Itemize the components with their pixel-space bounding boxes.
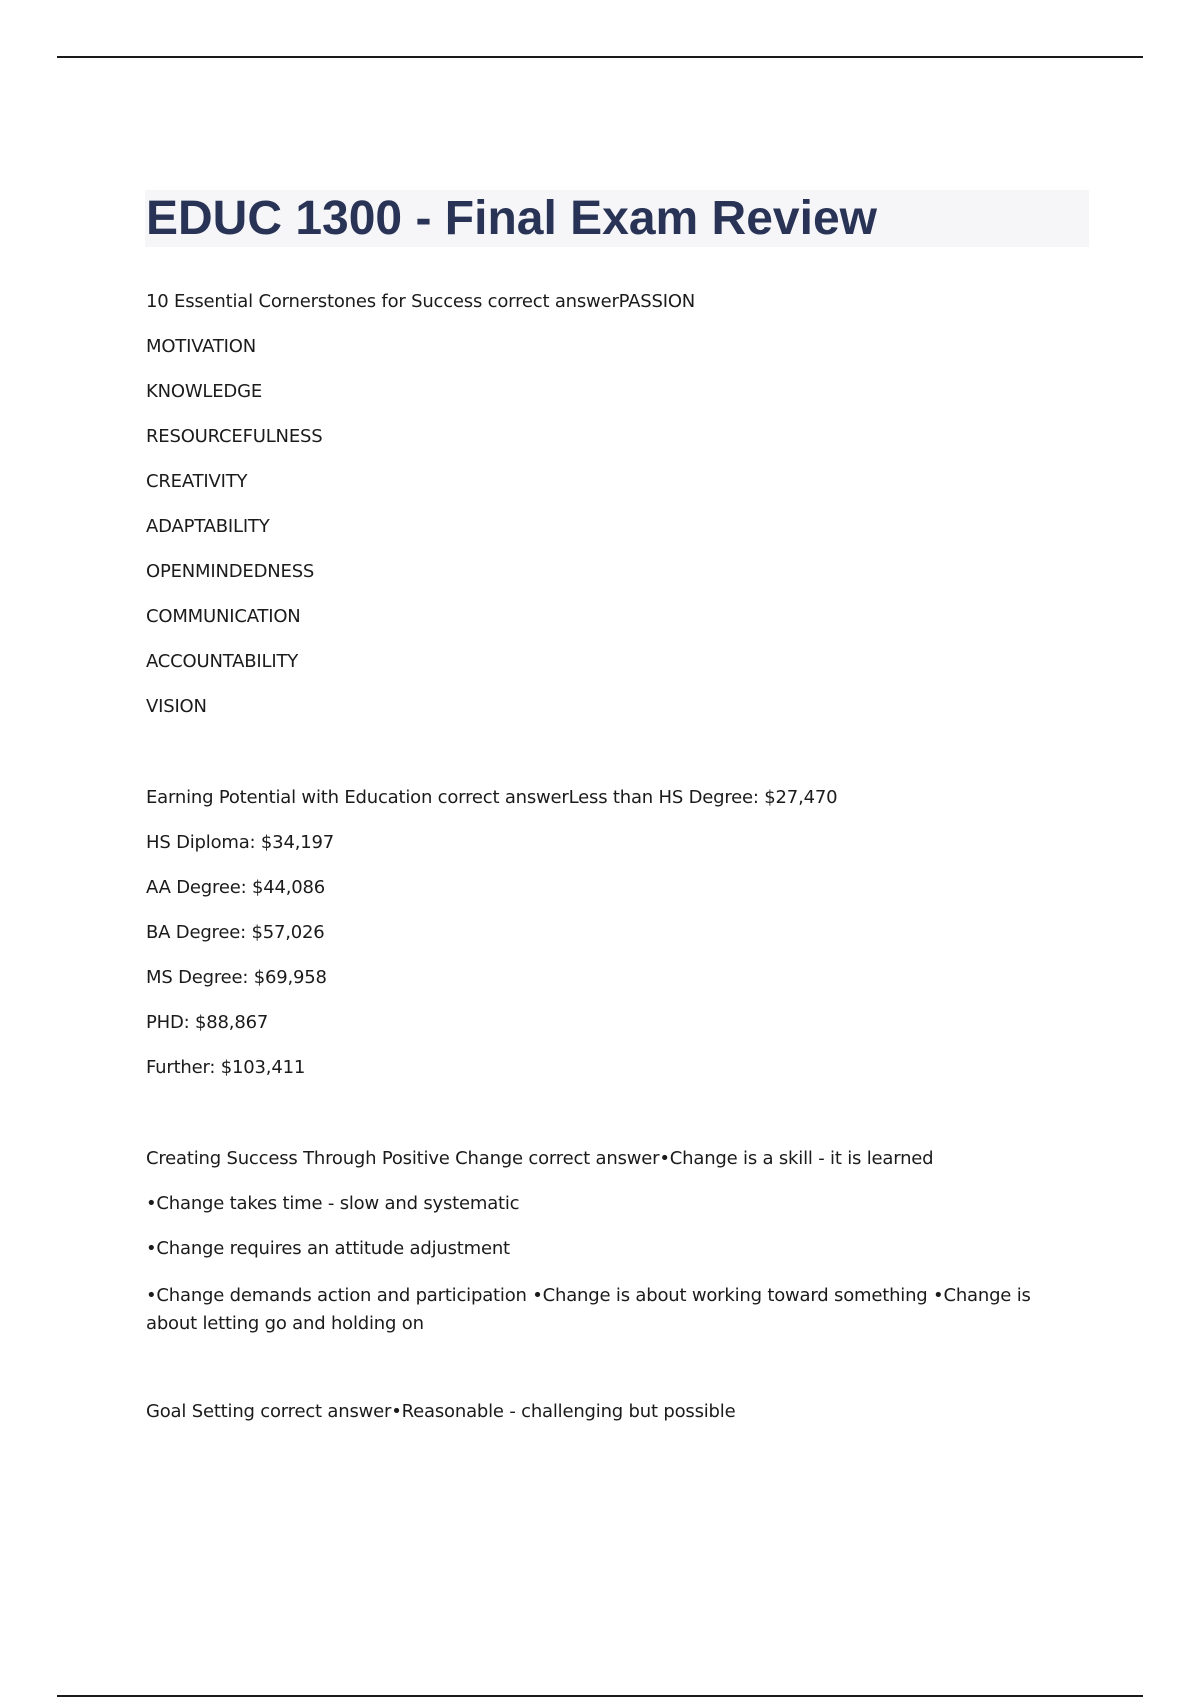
- section-line: OPENMINDEDNESS: [146, 561, 315, 582]
- section-line: CREATIVITY: [146, 471, 248, 492]
- section-line: Earning Potential with Education correct answerLess than HS Degree: $27,470: [146, 787, 838, 808]
- section-spacer: [146, 740, 1066, 786]
- section-line: Creating Success Through Positive Change correct answer•Change is a skill - it is learned: [146, 1148, 934, 1169]
- section-line: RESOURCEFULNESS: [146, 426, 323, 447]
- section-earning-potential: [146, 786, 1066, 1080]
- section-line: MOTIVATION: [146, 336, 257, 357]
- document-title: EDUC 1300 - Final Exam Review: [146, 192, 877, 245]
- section-goal-setting: [146, 1400, 1066, 1424]
- section-line: HS Diploma: $34,197: [146, 832, 334, 853]
- section-line: •Change requires an attitude adjustment: [146, 1238, 510, 1259]
- section-line: PHD: $88,867: [146, 1012, 269, 1033]
- section-positive-change: [146, 1147, 1066, 1338]
- section-cornerstones: [146, 290, 1066, 719]
- document-body: [146, 290, 1066, 1445]
- section-line: MS Degree: $69,958: [146, 967, 327, 988]
- bottom-rule: [57, 1695, 1143, 1697]
- top-rule: [57, 56, 1143, 58]
- section-line: BA Degree: $57,026: [146, 922, 325, 943]
- section-line: •Change takes time - slow and systematic: [146, 1193, 520, 1214]
- section-line: Further: $103,411: [146, 1057, 306, 1078]
- section-line: ACCOUNTABILITY: [146, 651, 299, 672]
- section-line: COMMUNICATION: [146, 606, 301, 627]
- section-line: •Change demands action and participation •Change is about working toward something •Change is about letting go and holding on: [146, 1285, 1031, 1334]
- section-line: VISION: [146, 696, 207, 717]
- section-spacer: [146, 1101, 1066, 1147]
- section-line: AA Degree: $44,086: [146, 877, 325, 898]
- section-line: ADAPTABILITY: [146, 516, 270, 537]
- section-line: KNOWLEDGE: [146, 381, 263, 402]
- section-line: 10 Essential Cornerstones for Success correct answerPASSION: [146, 291, 696, 312]
- section-spacer: [146, 1338, 1066, 1400]
- section-line: Goal Setting correct answer•Reasonable - challenging but possible: [146, 1401, 736, 1422]
